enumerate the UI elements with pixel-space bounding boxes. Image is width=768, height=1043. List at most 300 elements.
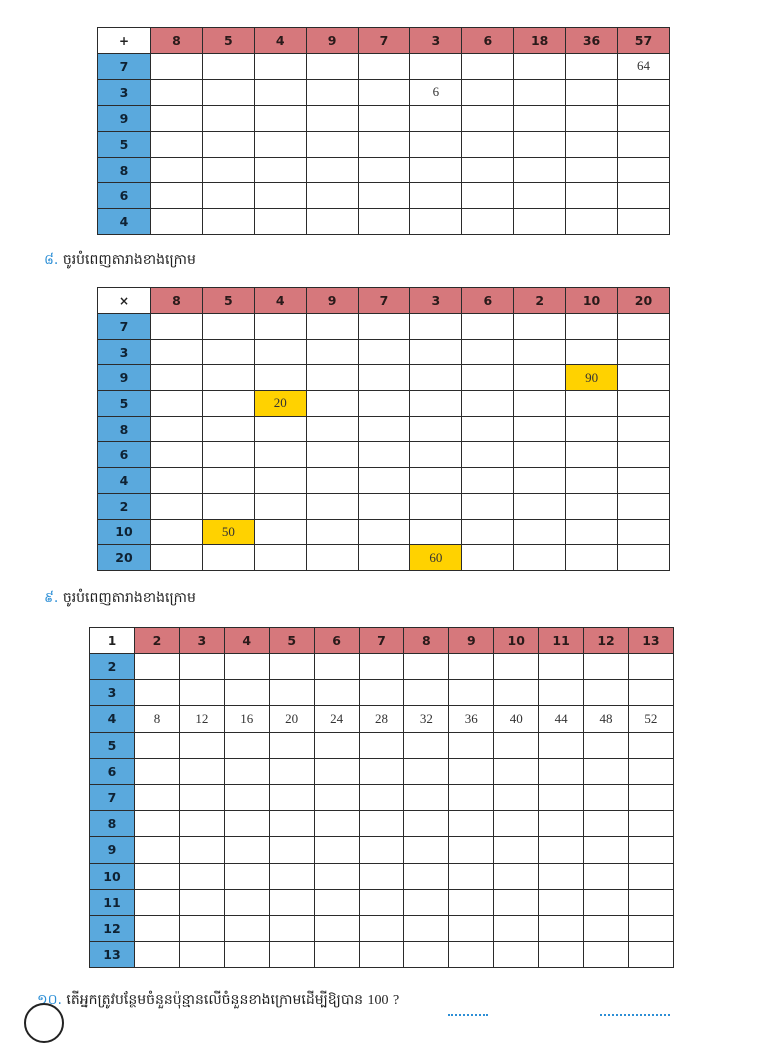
answer-cell-blank[interactable] bbox=[539, 680, 584, 706]
answer-cell-blank[interactable] bbox=[306, 105, 358, 131]
answer-cell-blank[interactable] bbox=[224, 732, 269, 758]
answer-cell-blank[interactable] bbox=[224, 784, 269, 810]
answer-cell-blank[interactable] bbox=[135, 784, 180, 810]
answer-cell-blank[interactable] bbox=[628, 680, 673, 706]
answer-cell-blank[interactable] bbox=[462, 209, 514, 235]
answer-cell-blank[interactable] bbox=[359, 942, 404, 968]
answer-cell-blank[interactable] bbox=[359, 732, 404, 758]
answer-cell-blank[interactable] bbox=[358, 54, 410, 80]
answer-cell-blank[interactable] bbox=[539, 915, 584, 941]
answer-cell-blank[interactable] bbox=[628, 837, 673, 863]
answer-cell-blank[interactable] bbox=[566, 131, 618, 157]
answer-cell-blank[interactable] bbox=[566, 209, 618, 235]
answer-cell-blank[interactable] bbox=[618, 131, 670, 157]
answer-cell-blank[interactable] bbox=[269, 863, 314, 889]
answer-cell-blank[interactable] bbox=[151, 442, 203, 468]
answer-cell-blank[interactable] bbox=[584, 680, 629, 706]
answer-cell-blank[interactable] bbox=[306, 157, 358, 183]
answer-cell-blank[interactable] bbox=[404, 889, 449, 915]
answer-cell-blank[interactable] bbox=[135, 680, 180, 706]
answer-cell-blank[interactable] bbox=[566, 79, 618, 105]
answer-cell-blank[interactable] bbox=[462, 416, 514, 442]
answer-cell-blank[interactable] bbox=[179, 889, 224, 915]
answer-cell-blank[interactable] bbox=[151, 183, 203, 209]
answer-cell-blank[interactable] bbox=[151, 54, 203, 80]
answer-cell-blank[interactable] bbox=[449, 654, 494, 680]
answer-cell-blank[interactable] bbox=[254, 183, 306, 209]
answer-cell-blank[interactable] bbox=[566, 442, 618, 468]
answer-cell-blank[interactable] bbox=[618, 339, 670, 365]
answer-cell-blank[interactable] bbox=[514, 416, 566, 442]
answer-cell-blank[interactable] bbox=[314, 732, 359, 758]
answer-cell-blank[interactable] bbox=[202, 157, 254, 183]
answer-cell-blank[interactable] bbox=[410, 416, 462, 442]
answer-cell-blank[interactable] bbox=[449, 811, 494, 837]
answer-cell-blank[interactable] bbox=[566, 157, 618, 183]
answer-cell-blank[interactable] bbox=[224, 680, 269, 706]
answer-cell-blank[interactable] bbox=[306, 183, 358, 209]
answer-cell-blank[interactable] bbox=[306, 339, 358, 365]
answer-cell-blank[interactable] bbox=[358, 391, 410, 417]
answer-cell-blank[interactable] bbox=[514, 365, 566, 391]
answer-cell-blank[interactable] bbox=[314, 784, 359, 810]
answer-cell-blank[interactable] bbox=[359, 889, 404, 915]
answer-cell-blank[interactable] bbox=[135, 732, 180, 758]
answer-cell-blank[interactable] bbox=[462, 183, 514, 209]
answer-cell-blank[interactable] bbox=[618, 157, 670, 183]
answer-cell-blank[interactable] bbox=[179, 758, 224, 784]
answer-cell-blank[interactable] bbox=[306, 365, 358, 391]
answer-cell-blank[interactable] bbox=[462, 157, 514, 183]
answer-cell-blank[interactable] bbox=[628, 863, 673, 889]
answer-cell-blank[interactable] bbox=[202, 416, 254, 442]
answer-cell-blank[interactable] bbox=[404, 915, 449, 941]
answer-cell-blank[interactable] bbox=[404, 942, 449, 968]
answer-cell-blank[interactable] bbox=[151, 314, 203, 340]
answer-cell-blank[interactable] bbox=[254, 442, 306, 468]
answer-cell-blank[interactable] bbox=[628, 732, 673, 758]
answer-cell-blank[interactable] bbox=[314, 889, 359, 915]
answer-cell-blank[interactable] bbox=[410, 442, 462, 468]
answer-cell-blank[interactable] bbox=[539, 837, 584, 863]
answer-cell-blank[interactable] bbox=[254, 365, 306, 391]
answer-cell-blank[interactable] bbox=[539, 863, 584, 889]
answer-cell-blank[interactable] bbox=[410, 105, 462, 131]
answer-cell-blank[interactable] bbox=[494, 654, 539, 680]
answer-cell-blank[interactable] bbox=[254, 416, 306, 442]
answer-cell-blank[interactable] bbox=[514, 442, 566, 468]
answer-cell-blank[interactable] bbox=[269, 889, 314, 915]
answer-cell-blank[interactable] bbox=[539, 758, 584, 784]
answer-cell-blank[interactable] bbox=[566, 468, 618, 494]
answer-cell-blank[interactable] bbox=[202, 391, 254, 417]
answer-cell-blank[interactable] bbox=[566, 493, 618, 519]
answer-cell-blank[interactable] bbox=[224, 758, 269, 784]
answer-cell-blank[interactable] bbox=[628, 811, 673, 837]
answer-cell-blank[interactable] bbox=[358, 79, 410, 105]
answer-cell-blank[interactable] bbox=[462, 365, 514, 391]
answer-cell-blank[interactable] bbox=[358, 493, 410, 519]
answer-cell-blank[interactable] bbox=[584, 915, 629, 941]
answer-cell-blank[interactable] bbox=[539, 889, 584, 915]
answer-cell-blank[interactable] bbox=[224, 863, 269, 889]
answer-cell-blank[interactable] bbox=[618, 468, 670, 494]
answer-cell-blank[interactable] bbox=[410, 391, 462, 417]
answer-cell-blank[interactable] bbox=[358, 519, 410, 545]
answer-cell-blank[interactable] bbox=[314, 654, 359, 680]
answer-cell-blank[interactable] bbox=[514, 79, 566, 105]
answer-cell-blank[interactable] bbox=[202, 442, 254, 468]
answer-cell-blank[interactable] bbox=[514, 519, 566, 545]
answer-cell-given: 52 bbox=[628, 706, 673, 732]
answer-cell-blank[interactable] bbox=[151, 519, 203, 545]
answer-cell-blank[interactable] bbox=[404, 837, 449, 863]
answer-cell-blank[interactable] bbox=[359, 837, 404, 863]
answer-cell-blank[interactable] bbox=[254, 105, 306, 131]
answer-cell-blank[interactable] bbox=[514, 468, 566, 494]
answer-cell-blank[interactable] bbox=[254, 468, 306, 494]
answer-cell-blank[interactable] bbox=[179, 837, 224, 863]
answer-cell-blank[interactable] bbox=[449, 784, 494, 810]
answer-cell-blank[interactable] bbox=[410, 54, 462, 80]
answer-cell-blank[interactable] bbox=[494, 889, 539, 915]
answer-cell-blank[interactable] bbox=[358, 442, 410, 468]
corner-operator-cell: + bbox=[98, 28, 151, 54]
answer-cell-blank[interactable] bbox=[539, 654, 584, 680]
answer-cell-blank[interactable] bbox=[539, 942, 584, 968]
answer-cell-blank[interactable] bbox=[618, 183, 670, 209]
answer-cell-blank[interactable] bbox=[202, 545, 254, 571]
answer-cell-blank[interactable] bbox=[359, 654, 404, 680]
answer-cell-blank[interactable] bbox=[584, 837, 629, 863]
answer-cell-blank[interactable] bbox=[306, 131, 358, 157]
answer-cell-blank[interactable] bbox=[179, 942, 224, 968]
answer-cell-blank[interactable] bbox=[179, 811, 224, 837]
answer-cell-blank[interactable] bbox=[202, 493, 254, 519]
answer-cell-blank[interactable] bbox=[358, 339, 410, 365]
answer-cell-blank[interactable] bbox=[410, 314, 462, 340]
answer-cell-blank[interactable] bbox=[514, 157, 566, 183]
answer-cell-blank[interactable] bbox=[539, 811, 584, 837]
answer-cell-blank[interactable] bbox=[359, 680, 404, 706]
answer-cell-blank[interactable] bbox=[514, 209, 566, 235]
answer-cell-blank[interactable] bbox=[514, 545, 566, 571]
answer-cell-blank[interactable] bbox=[151, 339, 203, 365]
answer-cell-blank[interactable] bbox=[314, 758, 359, 784]
answer-cell-blank[interactable] bbox=[514, 314, 566, 340]
answer-cell-blank[interactable] bbox=[254, 314, 306, 340]
answer-cell-blank[interactable] bbox=[306, 79, 358, 105]
answer-cell-blank[interactable] bbox=[628, 784, 673, 810]
answer-cell-blank[interactable] bbox=[151, 79, 203, 105]
answer-cell-blank[interactable] bbox=[269, 758, 314, 784]
answer-cell-blank[interactable] bbox=[462, 314, 514, 340]
answer-cell-blank[interactable] bbox=[269, 942, 314, 968]
answer-cell-blank[interactable] bbox=[359, 784, 404, 810]
answer-cell-blank[interactable] bbox=[358, 416, 410, 442]
answer-cell-blank[interactable] bbox=[358, 157, 410, 183]
answer-cell-blank[interactable] bbox=[618, 493, 670, 519]
answer-cell-blank[interactable] bbox=[566, 416, 618, 442]
answer-cell-blank[interactable] bbox=[254, 157, 306, 183]
answer-cell-blank[interactable] bbox=[306, 209, 358, 235]
answer-cell-blank[interactable] bbox=[514, 391, 566, 417]
answer-cell-blank[interactable] bbox=[584, 942, 629, 968]
answer-cell-blank[interactable] bbox=[151, 493, 203, 519]
answer-cell-blank[interactable] bbox=[449, 942, 494, 968]
answer-cell-blank[interactable] bbox=[202, 105, 254, 131]
answer-cell-blank[interactable] bbox=[410, 339, 462, 365]
answer-cell-blank[interactable] bbox=[306, 442, 358, 468]
answer-cell-blank[interactable] bbox=[618, 209, 670, 235]
answer-cell-blank[interactable] bbox=[410, 183, 462, 209]
answer-cell-blank[interactable] bbox=[514, 339, 566, 365]
answer-cell-blank[interactable] bbox=[566, 105, 618, 131]
answer-cell-blank[interactable] bbox=[514, 105, 566, 131]
answer-cell-blank[interactable] bbox=[514, 131, 566, 157]
answer-cell-blank[interactable] bbox=[151, 468, 203, 494]
answer-cell-blank[interactable] bbox=[269, 680, 314, 706]
answer-cell-blank[interactable] bbox=[151, 131, 203, 157]
answer-cell-blank[interactable] bbox=[202, 314, 254, 340]
answer-cell-blank[interactable] bbox=[410, 131, 462, 157]
answer-cell-blank[interactable] bbox=[462, 519, 514, 545]
answer-cell-blank[interactable] bbox=[358, 131, 410, 157]
answer-cell-blank[interactable] bbox=[254, 79, 306, 105]
answer-cell-blank[interactable] bbox=[404, 732, 449, 758]
answer-cell-blank[interactable] bbox=[462, 493, 514, 519]
answer-cell-blank[interactable] bbox=[135, 915, 180, 941]
answer-cell-blank[interactable] bbox=[314, 837, 359, 863]
answer-cell-blank[interactable] bbox=[306, 314, 358, 340]
column-header-cell: 10 bbox=[566, 288, 618, 314]
answer-cell-blank[interactable] bbox=[269, 837, 314, 863]
answer-cell-blank[interactable] bbox=[584, 732, 629, 758]
answer-cell-blank[interactable] bbox=[494, 732, 539, 758]
answer-cell-blank[interactable] bbox=[566, 545, 618, 571]
answer-cell-blank[interactable] bbox=[410, 157, 462, 183]
answer-cell-blank[interactable] bbox=[306, 416, 358, 442]
answer-cell-blank[interactable] bbox=[224, 915, 269, 941]
answer-cell-blank[interactable] bbox=[449, 680, 494, 706]
answer-cell-blank[interactable] bbox=[566, 391, 618, 417]
answer-cell-blank[interactable] bbox=[404, 680, 449, 706]
answer-cell-blank[interactable] bbox=[135, 811, 180, 837]
answer-cell-blank[interactable] bbox=[151, 391, 203, 417]
column-header-cell: 9 bbox=[449, 628, 494, 654]
answer-cell-blank[interactable] bbox=[135, 889, 180, 915]
answer-cell-blank[interactable] bbox=[151, 545, 203, 571]
answer-cell-blank[interactable] bbox=[202, 54, 254, 80]
answer-cell-blank[interactable] bbox=[135, 863, 180, 889]
answer-cell-blank[interactable] bbox=[179, 863, 224, 889]
answer-cell-blank[interactable] bbox=[628, 915, 673, 941]
answer-cell-blank[interactable] bbox=[618, 545, 670, 571]
answer-cell-blank[interactable] bbox=[494, 863, 539, 889]
answer-cell-blank[interactable] bbox=[566, 183, 618, 209]
answer-cell-blank[interactable] bbox=[566, 339, 618, 365]
answer-cell-blank[interactable] bbox=[462, 131, 514, 157]
answer-cell-blank[interactable] bbox=[359, 758, 404, 784]
answer-cell-blank[interactable] bbox=[269, 654, 314, 680]
answer-cell-blank[interactable] bbox=[584, 758, 629, 784]
answer-cell-blank[interactable] bbox=[410, 519, 462, 545]
answer-cell-blank[interactable] bbox=[306, 545, 358, 571]
answer-cell-blank[interactable] bbox=[514, 54, 566, 80]
answer-cell-blank[interactable] bbox=[462, 468, 514, 494]
answer-cell-blank[interactable] bbox=[269, 811, 314, 837]
answer-cell-blank[interactable] bbox=[179, 732, 224, 758]
answer-cell-blank[interactable] bbox=[358, 183, 410, 209]
answer-cell-blank[interactable] bbox=[462, 339, 514, 365]
answer-cell-blank[interactable] bbox=[135, 654, 180, 680]
answer-cell-blank[interactable] bbox=[449, 915, 494, 941]
answer-cell-blank[interactable] bbox=[618, 365, 670, 391]
answer-cell-blank[interactable] bbox=[584, 654, 629, 680]
answer-cell-blank[interactable] bbox=[494, 758, 539, 784]
answer-cell-blank[interactable] bbox=[494, 784, 539, 810]
answer-cell-blank[interactable] bbox=[135, 758, 180, 784]
answer-cell-blank[interactable] bbox=[584, 811, 629, 837]
answer-cell-blank[interactable] bbox=[584, 784, 629, 810]
answer-cell-blank[interactable] bbox=[566, 519, 618, 545]
answer-cell-blank[interactable] bbox=[462, 442, 514, 468]
answer-cell-blank[interactable] bbox=[224, 837, 269, 863]
answer-cell-blank[interactable] bbox=[359, 863, 404, 889]
answer-cell-blank[interactable] bbox=[224, 942, 269, 968]
answer-cell-blank[interactable] bbox=[224, 654, 269, 680]
answer-cell-blank[interactable] bbox=[358, 314, 410, 340]
answer-cell-blank[interactable] bbox=[462, 54, 514, 80]
answer-cell-blank[interactable] bbox=[314, 811, 359, 837]
answer-cell-blank[interactable] bbox=[584, 863, 629, 889]
answer-cell-blank[interactable] bbox=[618, 79, 670, 105]
answer-cell-blank[interactable] bbox=[254, 339, 306, 365]
answer-cell-blank[interactable] bbox=[306, 519, 358, 545]
answer-cell-blank[interactable] bbox=[462, 545, 514, 571]
answer-cell-blank[interactable] bbox=[539, 784, 584, 810]
answer-cell-blank[interactable] bbox=[628, 654, 673, 680]
answer-cell-blank[interactable] bbox=[618, 314, 670, 340]
answer-cell-blank[interactable] bbox=[314, 915, 359, 941]
answer-cell-blank[interactable] bbox=[306, 468, 358, 494]
answer-cell-blank[interactable] bbox=[514, 493, 566, 519]
answer-cell-blank[interactable] bbox=[224, 889, 269, 915]
answer-cell-blank[interactable] bbox=[306, 54, 358, 80]
answer-cell-blank[interactable] bbox=[494, 811, 539, 837]
answer-cell-blank[interactable] bbox=[254, 54, 306, 80]
answer-cell-blank[interactable] bbox=[202, 79, 254, 105]
answer-cell-blank[interactable] bbox=[179, 654, 224, 680]
answer-cell-blank[interactable] bbox=[202, 339, 254, 365]
answer-cell-blank[interactable] bbox=[202, 183, 254, 209]
answer-cell-blank[interactable] bbox=[358, 105, 410, 131]
answer-cell-blank[interactable] bbox=[202, 468, 254, 494]
answer-cell-blank[interactable] bbox=[539, 732, 584, 758]
answer-cell-blank[interactable] bbox=[618, 391, 670, 417]
answer-cell-blank[interactable] bbox=[269, 915, 314, 941]
answer-cell-blank[interactable] bbox=[584, 889, 629, 915]
answer-cell-blank[interactable] bbox=[314, 863, 359, 889]
answer-cell-blank[interactable] bbox=[254, 493, 306, 519]
answer-cell-blank[interactable] bbox=[151, 209, 203, 235]
answer-cell-blank[interactable] bbox=[449, 758, 494, 784]
answer-cell-blank[interactable] bbox=[462, 391, 514, 417]
answer-cell-blank[interactable] bbox=[135, 837, 180, 863]
answer-cell-blank[interactable] bbox=[179, 915, 224, 941]
answer-cell-blank[interactable] bbox=[566, 314, 618, 340]
answer-cell-blank[interactable] bbox=[358, 468, 410, 494]
answer-cell-blank[interactable] bbox=[269, 784, 314, 810]
answer-cell-blank[interactable] bbox=[410, 468, 462, 494]
answer-cell-blank[interactable] bbox=[462, 105, 514, 131]
answer-cell-blank[interactable] bbox=[359, 811, 404, 837]
answer-cell-blank[interactable] bbox=[358, 209, 410, 235]
answer-cell-blank[interactable] bbox=[566, 54, 618, 80]
answer-cell-blank[interactable] bbox=[404, 784, 449, 810]
answer-cell-blank[interactable] bbox=[202, 131, 254, 157]
answer-cell-blank[interactable] bbox=[618, 105, 670, 131]
answer-cell-blank[interactable] bbox=[514, 183, 566, 209]
answer-cell-blank[interactable] bbox=[618, 519, 670, 545]
answer-cell-blank[interactable] bbox=[618, 416, 670, 442]
answer-cell-blank[interactable] bbox=[449, 732, 494, 758]
answer-cell-blank[interactable] bbox=[449, 889, 494, 915]
answer-cell-blank[interactable] bbox=[628, 889, 673, 915]
answer-cell-blank[interactable] bbox=[449, 837, 494, 863]
answer-cell-blank[interactable] bbox=[628, 942, 673, 968]
answer-cell-blank[interactable] bbox=[462, 79, 514, 105]
answer-cell-blank[interactable] bbox=[359, 915, 404, 941]
answer-cell-blank[interactable] bbox=[358, 545, 410, 571]
answer-cell-blank[interactable] bbox=[410, 493, 462, 519]
answer-cell-blank[interactable] bbox=[254, 209, 306, 235]
answer-cell-blank[interactable] bbox=[254, 131, 306, 157]
answer-cell-blank[interactable] bbox=[494, 942, 539, 968]
answer-cell-blank[interactable] bbox=[358, 365, 410, 391]
answer-cell-blank[interactable] bbox=[254, 545, 306, 571]
answer-cell-blank[interactable] bbox=[254, 519, 306, 545]
answer-cell-blank[interactable] bbox=[494, 915, 539, 941]
answer-cell-blank[interactable] bbox=[410, 209, 462, 235]
answer-cell-blank[interactable] bbox=[202, 365, 254, 391]
answer-cell-blank[interactable] bbox=[179, 680, 224, 706]
answer-cell-blank[interactable] bbox=[306, 493, 358, 519]
answer-cell-blank[interactable] bbox=[314, 942, 359, 968]
answer-cell-blank[interactable] bbox=[449, 863, 494, 889]
answer-cell-blank[interactable] bbox=[494, 837, 539, 863]
answer-cell-blank[interactable] bbox=[202, 209, 254, 235]
answer-cell-blank[interactable] bbox=[404, 654, 449, 680]
answer-cell-blank[interactable] bbox=[224, 811, 269, 837]
answer-cell-blank[interactable] bbox=[135, 942, 180, 968]
answer-cell-blank[interactable] bbox=[494, 680, 539, 706]
answer-cell-blank[interactable] bbox=[628, 758, 673, 784]
answer-cell-blank[interactable] bbox=[151, 157, 203, 183]
answer-cell-blank[interactable] bbox=[179, 784, 224, 810]
answer-cell-blank[interactable] bbox=[404, 758, 449, 784]
answer-cell-blank[interactable] bbox=[306, 391, 358, 417]
answer-cell-blank[interactable] bbox=[404, 811, 449, 837]
answer-cell-blank[interactable] bbox=[618, 442, 670, 468]
answer-cell-blank[interactable] bbox=[151, 365, 203, 391]
answer-cell-blank[interactable] bbox=[314, 680, 359, 706]
answer-cell-blank[interactable] bbox=[410, 365, 462, 391]
answer-cell-blank[interactable] bbox=[151, 416, 203, 442]
answer-cell-blank[interactable] bbox=[269, 732, 314, 758]
answer-cell-blank[interactable] bbox=[151, 105, 203, 131]
answer-cell-blank[interactable] bbox=[404, 863, 449, 889]
